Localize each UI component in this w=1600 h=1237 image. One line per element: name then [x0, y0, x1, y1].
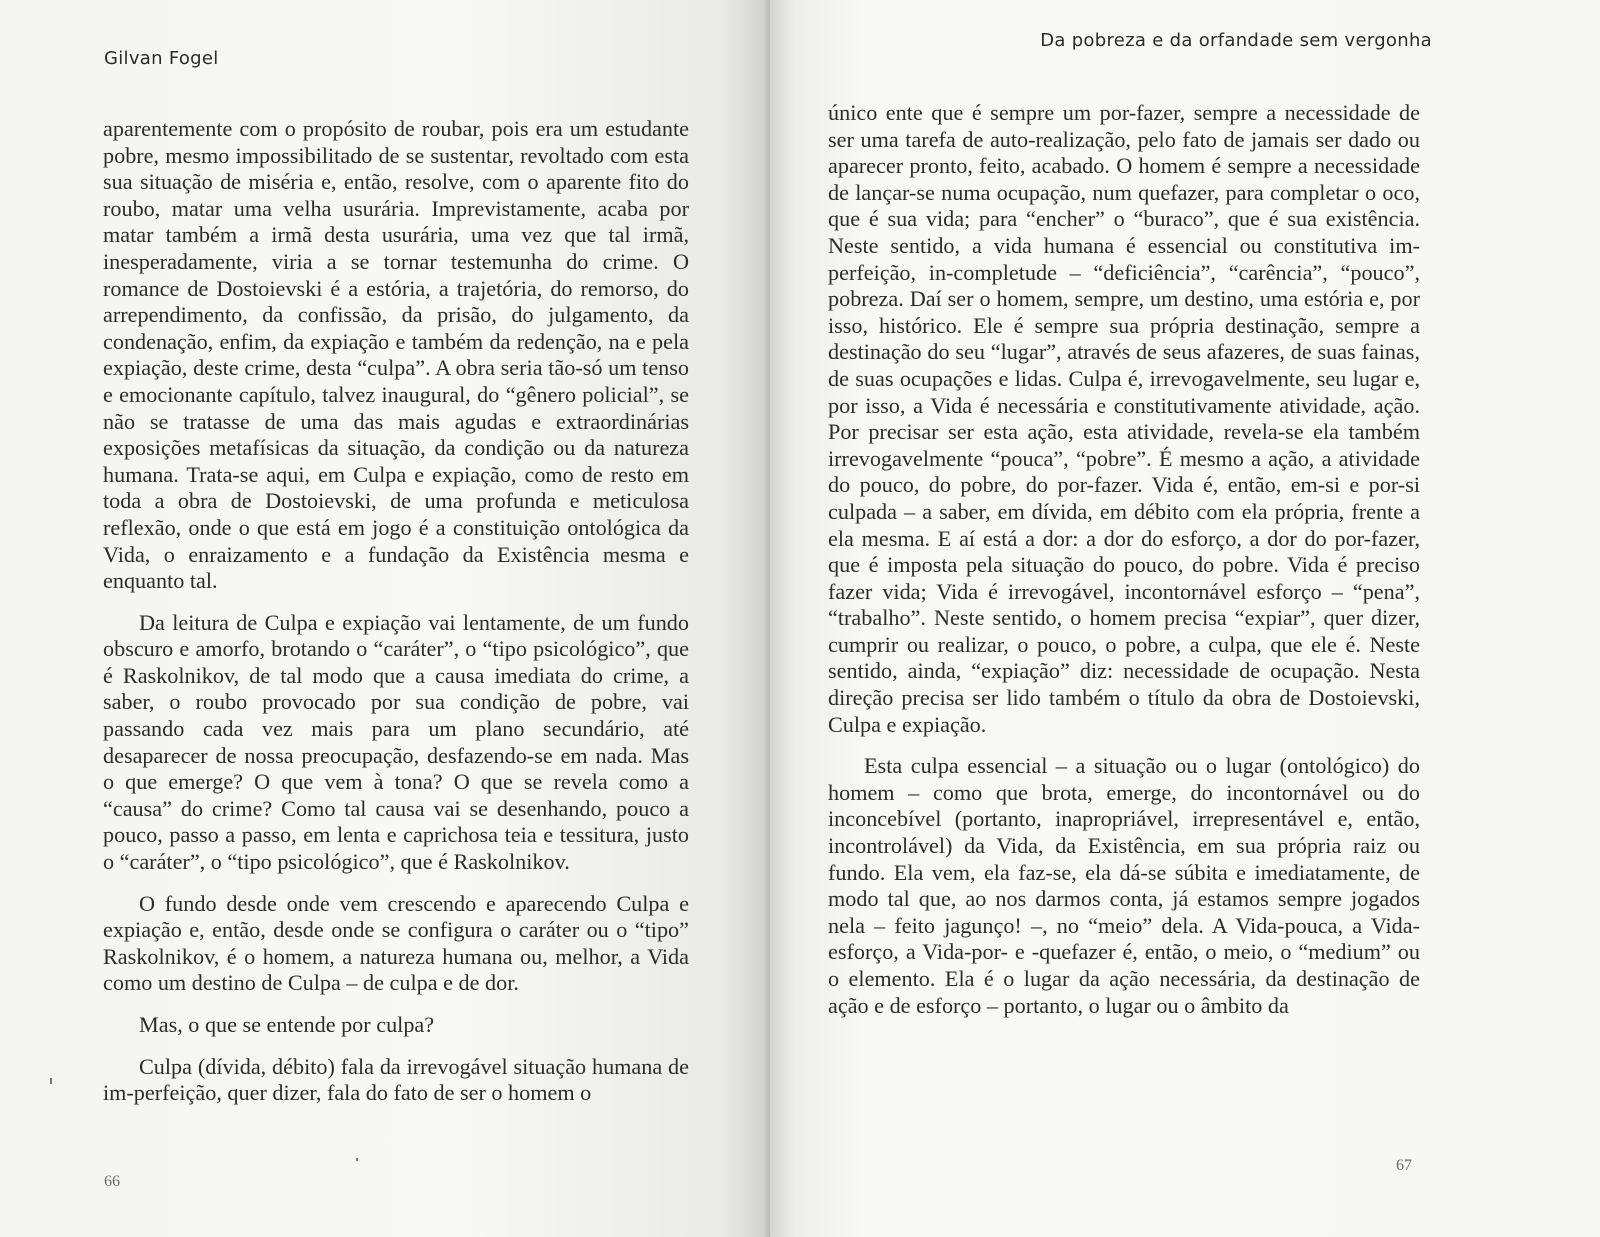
paragraph: Esta culpa essencial – a situação ou o lugar (ontológico) do homem – como que brota, emerge, do incontornável ou do inconcebível (portanto, inapropriável, irrepresentável e, então, incontrolável) da Vida, da Existência, em sua própria raiz ou fundo. Ela vem, ela faz-se, ela dá-se súbita e imediatamente, de modo tal que, ao nos darmos conta, já estamos sempre jogados nela – feito jagunço! –, no “meio” dela. A Vida-pouca, a Vida-esforço, a Vida-por- e -quefazer é, então, o meio, o “medium” ou o elemento. Ela é o lugar da ação necessária, da destinação de ação e de esforço – portanto, o lugar ou o âmbito da	[828, 753, 1420, 1018]
running-head-chapter: Da pobreza e da orfandade sem vergonha	[1040, 30, 1432, 51]
paragraph: O fundo desde onde vem crescendo e aparecendo Culpa e expiação e, então, desde onde se configura o caráter ou o “tipo” Raskolnikov, é o homem, a natureza humana ou, melhor, a Vida como um destino de Culpa – de culpa e de dor.	[103, 890, 689, 996]
paragraph: Da leitura de Culpa e expiação vai lentamente, de um fundo obscuro e amorfo, brotando o “caráter”, o “tipo psicológico”, que é Raskolnikov, de tal modo que a causa imediata do crime, a saber, o roubo provocado por sua condição de pobre, vai passando cada vez mais para um plano secundário, até desaparecer de nossa preocupação, desfazendo-se em nada. Mas o que emerge? O que vem à tona? O que se revela como a “causa” do crime? Como tal causa vai se desenhando, pouco a pouco, passo a passo, em lenta e caprichosa teia e tessitura, justo o “caráter”, o “tipo psicológico”, que é Raskolnikov.	[103, 609, 689, 875]
page-number: 67	[1396, 1157, 1412, 1174]
left-page	[0, 0, 770, 1237]
left-page-body	[103, 116, 689, 1107]
paragraph: Culpa (dívida, débito) fala da irrevogável situação humana de im-perfeição, quer dizer, fala do fato de ser o homem o	[103, 1053, 689, 1106]
paragraph: aparentemente com o propósito de roubar, pois era um estudante pobre, mesmo impossibilitado de se sustentar, revoltado com esta sua situação de miséria e, então, resolve, com o aparente fito do roubo, matar uma velha usurária. Imprevistamente, acaba por matar também a irmã desta usurária, uma vez que tal irmã, inesperadamente, viria a se tornar testemunha do crime. O romance de Dostoievski é a estória, a trajetória, do remorso, do arrependimento, da confissão, da prisão, do julgamento, da condenação, enfim, da expiação e também da redenção, na e pela expiação, deste crime, desta “culpa”. A obra seria tão-só um tenso e emocionante capítulo, talvez inaugural, do “gênero policial”, se não se tratasse de uma das mais agudas e extraordinárias exposições metafísicas da situação, da condição ou da natureza humana. Trata-se aqui, em Culpa e expiação, como de resto em toda a obra de Dostoievski, de uma profunda e meticulosa reflexão, onde o que está em jogo é a constituição ontológica da Vida, o enraizamento e a fundação da Existência mesma e enquanto tal.	[103, 116, 689, 594]
paragraph: único ente que é sempre um por-fazer, sempre a necessidade de ser uma tarefa de auto-realização, pelo fato de jamais ser dado ou aparecer pronto, feito, acabado. O homem é sempre a necessidade de lançar-se numa ocupação, num quefazer, para completar o oco, que é sua vida; para “encher” o “buraco”, que é sua existência. Neste sentido, a vida humana é essencial ou constitutiva im-perfeição, in-completude – “deficiência”, “carência”, “pouco”, pobreza. Daí ser o homem, sempre, um destino, uma estória e, por isso, histórico. Ele é sempre sua própria destinação, sempre a destinação do seu “lugar”, através de seus afazeres, de suas fainas, de suas ocupações e lidas. Culpa é, irrevogavelmente, seu lugar e, por isso, a Vida é necessária e constitutivamente atividade, ação. Por precisar ser esta ação, esta atividade, revela-se ela também irrevogavelmente “pouca”, “pobre”. É mesmo a ação, a atividade do pouco, do pobre, do por-fazer. Vida é, então, em-si e por-si culpada – a saber, em dívida, em débito com ela própria, frente a ela mesma. E aí está a dor: a dor do esforço, a dor do por-fazer, que é imposta pela situação do pouco, do pobre. Vida é preciso fazer vida; Vida é irrevogável, incontornável esforço – “pena”, “trabalho”. Neste sentido, o homem precisa “expiar”, quer dizer, cumprir ou realizar, o pouco, o pobre, a culpa, que ele é. Neste sentido, ainda, “expiação” diz: necessidade de ocupação. Nesta direção precisa ser lido também o título da obra de Dostoievski, Culpa e expiação.	[828, 100, 1420, 737]
paragraph: Mas, o que se entende por culpa?	[139, 1012, 435, 1037]
scan-speck	[356, 1158, 358, 1161]
running-head-author: Gilvan Fogel	[104, 48, 219, 69]
right-page	[770, 0, 1600, 1237]
right-page-body	[828, 100, 1420, 1019]
scan-speck	[50, 1078, 52, 1084]
page-number: 66	[104, 1173, 120, 1190]
